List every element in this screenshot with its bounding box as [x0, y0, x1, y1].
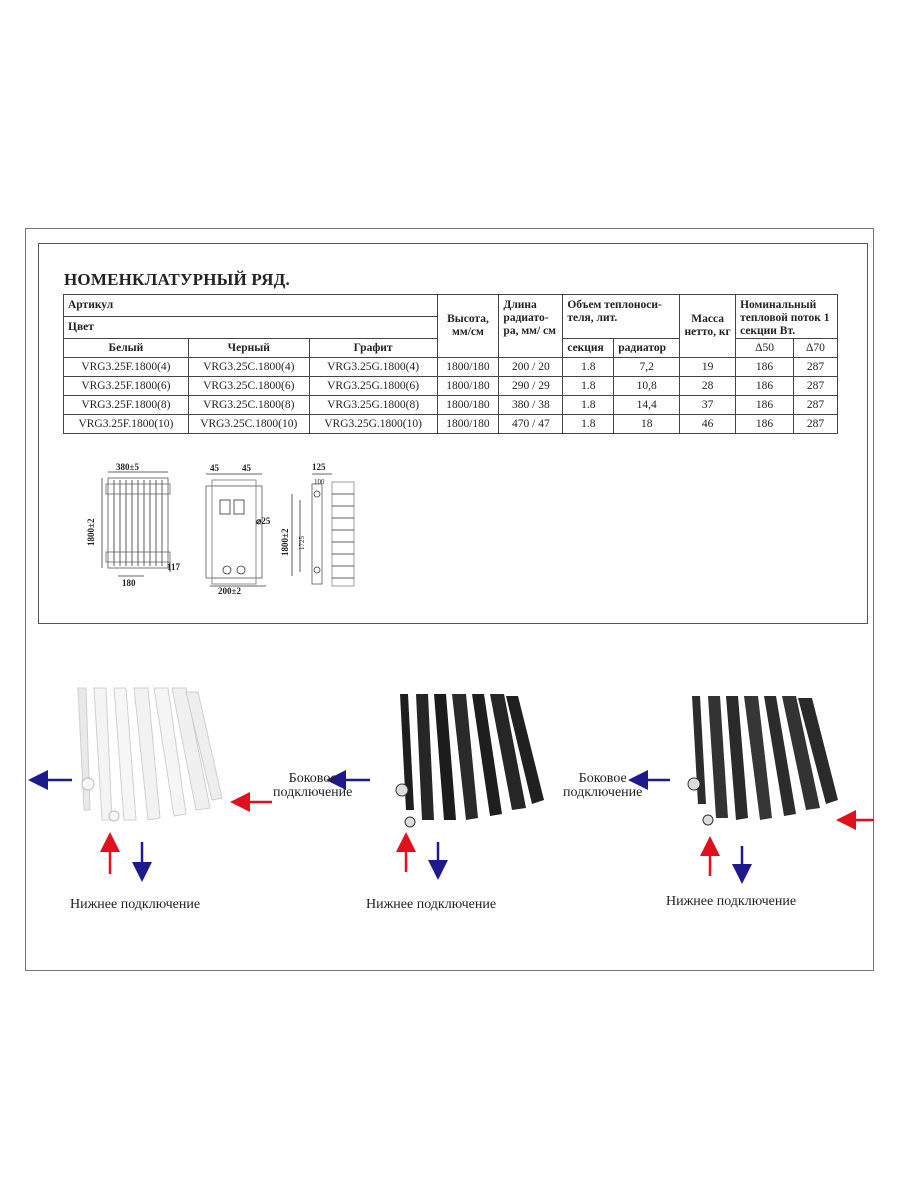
- cell: 290 / 29: [499, 377, 563, 396]
- header-radiator: радиатор: [614, 339, 680, 358]
- dim-width-380: 380±5: [116, 462, 139, 472]
- cell: 186: [736, 415, 794, 434]
- header-article: Артикул: [64, 295, 438, 317]
- bottom-connection-caption-graphite: Нижнее подключение: [666, 894, 797, 909]
- cell: 28: [680, 377, 736, 396]
- wall-view-drawing: [292, 474, 354, 586]
- cell: 1.8: [563, 358, 614, 377]
- table-row: [64, 358, 838, 377]
- dim-45-right: 45: [242, 463, 251, 473]
- front-view-drawing: [102, 472, 170, 576]
- cell: VRG3.25C.1800(6): [188, 377, 309, 396]
- cell: 37: [680, 396, 736, 415]
- cell: VRG3.25G.1800(4): [309, 358, 437, 377]
- table-row: [64, 396, 838, 415]
- header-color: Цвет: [64, 317, 438, 339]
- cell: VRG3.25C.1800(4): [188, 358, 309, 377]
- cell: 186: [736, 396, 794, 415]
- cell: 19: [680, 358, 736, 377]
- header-heat-flow: Номинальный тепловой поток 1 секции Вт.: [736, 295, 838, 339]
- cell: VRG3.25F.1800(4): [64, 358, 189, 377]
- dim-1725: 1725: [298, 536, 306, 550]
- side-connection-caption-2: [563, 772, 642, 800]
- side-caption-line2: подключение: [273, 785, 353, 800]
- graphite-radiator-image: [688, 696, 838, 825]
- cell: 1800/180: [437, 377, 499, 396]
- table-row: [64, 377, 838, 396]
- cell: 186: [736, 377, 794, 396]
- cell: 186: [736, 358, 794, 377]
- cell: 470 / 47: [499, 415, 563, 434]
- header-delta50: Δ50: [736, 339, 794, 358]
- cell: 287: [793, 377, 837, 396]
- bottom-connection-caption-white: Нижнее подключение: [70, 897, 201, 912]
- black-radiator-image: [396, 694, 544, 827]
- header-mass: Масса нетто, кг: [680, 295, 736, 358]
- cell: 46: [680, 415, 736, 434]
- cell: VRG3.25G.1800(6): [309, 377, 437, 396]
- radiator-variants: [26, 680, 874, 920]
- header-black: Черный: [188, 339, 309, 358]
- dim-height-1800-wall: 1800±2: [280, 528, 290, 556]
- cell: 7,2: [614, 358, 680, 377]
- spec-table: [63, 294, 838, 434]
- cell: 18: [614, 415, 680, 434]
- header-height: Высота, мм/см: [437, 295, 499, 358]
- dim-width-200: 200±2: [218, 586, 241, 596]
- cell: 14,4: [614, 396, 680, 415]
- page-title: НОМЕНКЛАТУРНЫЙ РЯД.: [64, 270, 290, 289]
- cell: 1800/180: [437, 415, 499, 434]
- cell: 287: [793, 396, 837, 415]
- cell: 1.8: [563, 396, 614, 415]
- header-delta70: Δ70: [793, 339, 837, 358]
- header-graphite: Графит: [309, 339, 437, 358]
- side-caption-line2: подключение: [563, 785, 643, 800]
- table-row: [64, 415, 838, 434]
- header-volume: Объем теплоноси-теля, лит.: [563, 295, 680, 339]
- dim-height-1800-front: 1800±2: [86, 518, 96, 546]
- cell: VRG3.25C.1800(10): [188, 415, 309, 434]
- side-caption-line1: Боковое: [578, 771, 627, 786]
- header-length: Длина радиато-ра, мм/ см: [499, 295, 563, 358]
- cell: 287: [793, 358, 837, 377]
- cell: 1.8: [563, 377, 614, 396]
- cell: VRG3.25G.1800(10): [309, 415, 437, 434]
- header-section: секция: [563, 339, 614, 358]
- bottom-connection-caption-black: Нижнее подключение: [366, 897, 497, 912]
- dim-width-180: 180: [122, 578, 136, 588]
- cell: 200 / 20: [499, 358, 563, 377]
- cell: 10,8: [614, 377, 680, 396]
- cell: 1800/180: [437, 396, 499, 415]
- dim-100: 100: [314, 478, 325, 486]
- cell: 1.8: [563, 415, 614, 434]
- cell: 1800/180: [437, 358, 499, 377]
- cell: 380 / 38: [499, 396, 563, 415]
- dim-125: 125: [312, 462, 326, 472]
- white-radiator-image: [78, 688, 222, 821]
- cell: VRG3.25G.1800(8): [309, 396, 437, 415]
- dim-117: 117: [167, 562, 181, 572]
- side-caption-line1: Боковое: [288, 771, 337, 786]
- side-view-drawing: [206, 474, 266, 586]
- technical-drawings: [80, 460, 370, 600]
- cell: 287: [793, 415, 837, 434]
- dim-45-left: 45: [210, 463, 219, 473]
- header-white: Белый: [64, 339, 189, 358]
- cell: VRG3.25C.1800(8): [188, 396, 309, 415]
- cell: VRG3.25F.1800(6): [64, 377, 189, 396]
- dim-diameter-25: ⌀25: [256, 516, 271, 526]
- cell: VRG3.25F.1800(10): [64, 415, 189, 434]
- cell: VRG3.25F.1800(8): [64, 396, 189, 415]
- side-connection-caption-1: [273, 772, 352, 800]
